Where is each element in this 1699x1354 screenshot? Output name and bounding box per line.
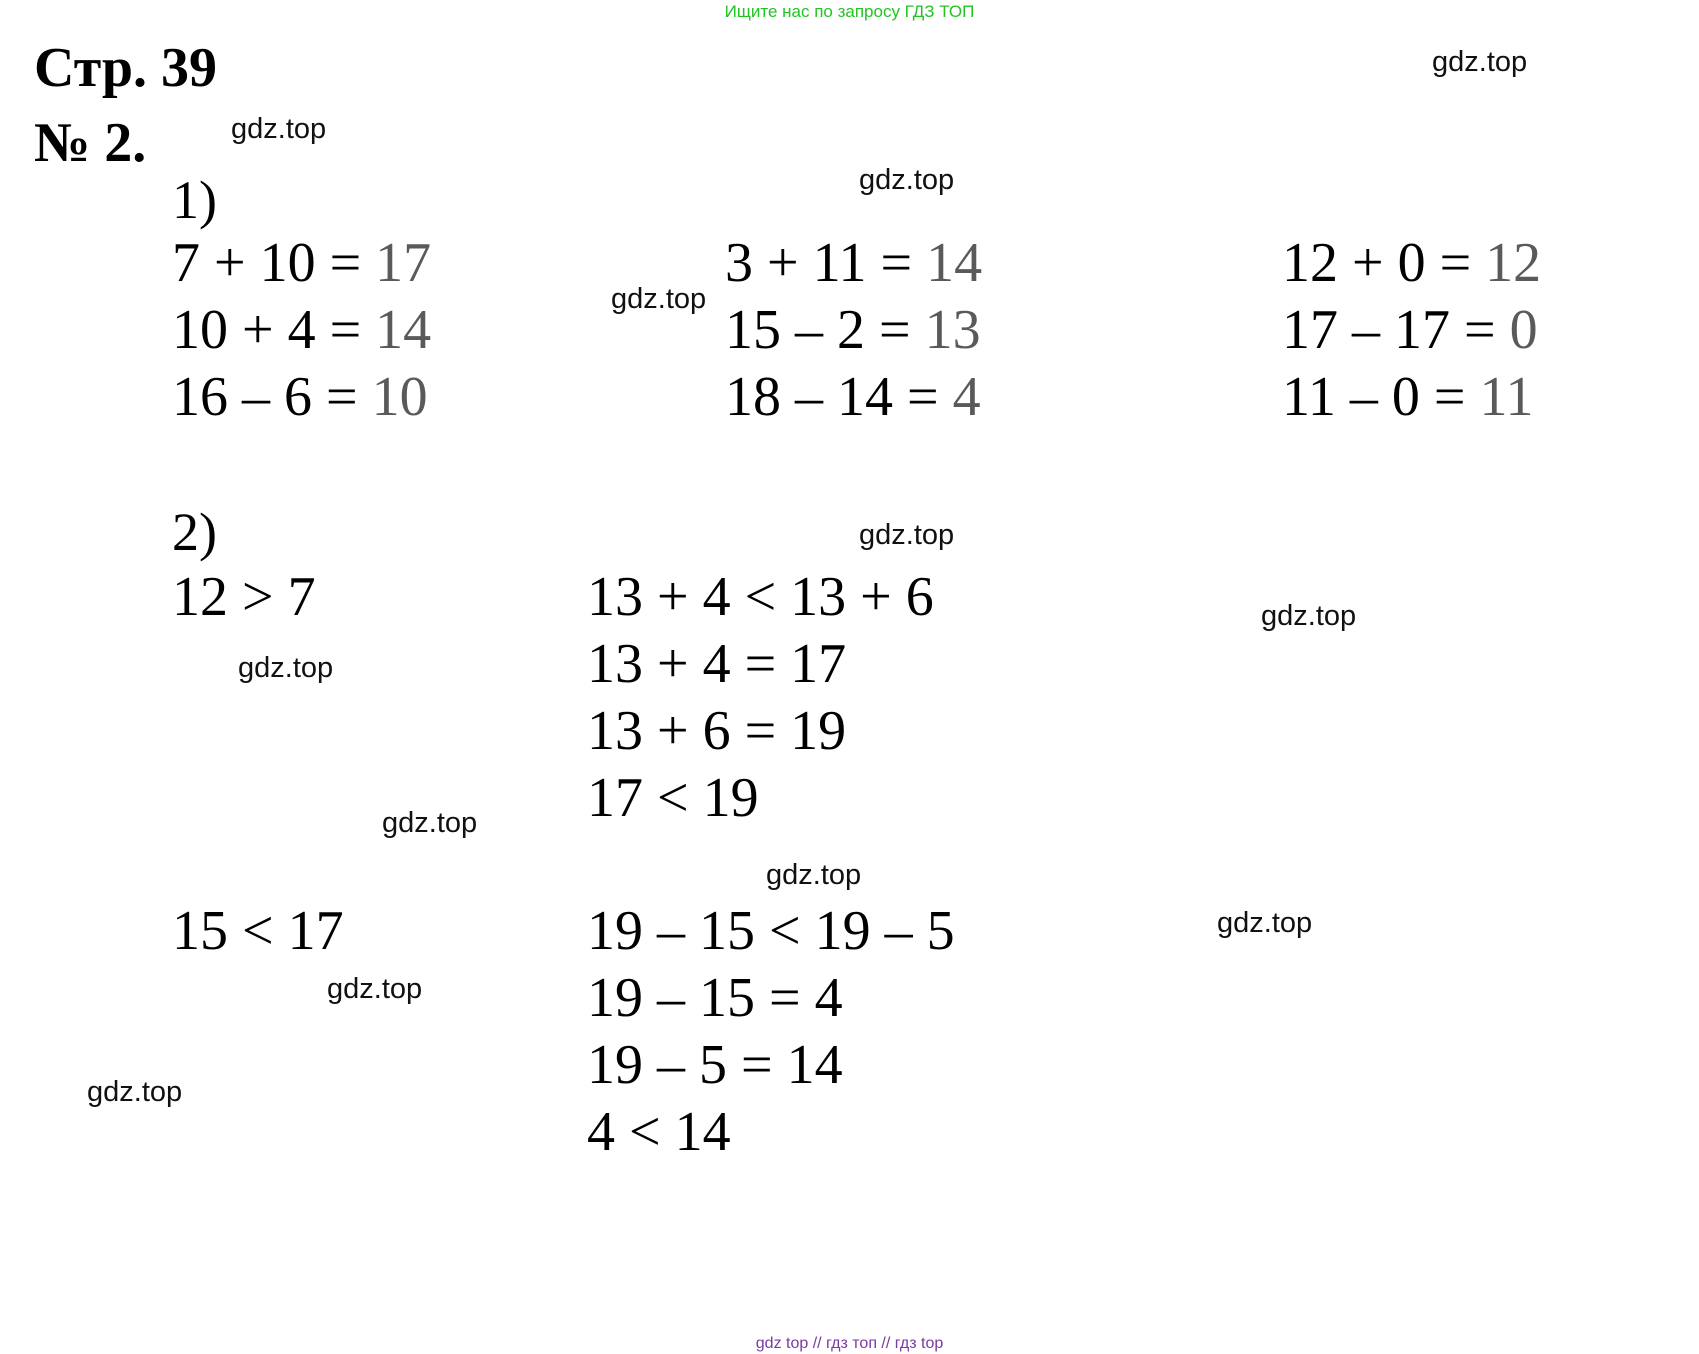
watermark: gdz.top [766, 859, 862, 891]
answer: 17 [375, 232, 432, 294]
equation [725, 295, 981, 365]
watermark: gdz.top [859, 164, 955, 196]
watermark: gdz.top [1217, 907, 1313, 939]
top-banner: Ищите нас по запросу ГДЗ ТОП [724, 2, 975, 21]
equation [725, 362, 981, 432]
equation [725, 228, 982, 298]
work-line: 13 + 6 = 19 [587, 700, 847, 762]
work-line: 4 < 14 [587, 1101, 731, 1163]
work-line: 19 – 5 = 14 [587, 1034, 843, 1096]
expression: 18 – 14 = [725, 366, 953, 428]
expression: 15 – 2 = [725, 299, 925, 361]
work-line: 13 + 4 < 13 + 6 [587, 566, 934, 628]
watermark: gdz.top [87, 1076, 183, 1108]
expression: 12 + 0 = [1282, 232, 1486, 294]
watermark: gdz.top [238, 652, 334, 684]
work-line: 13 + 4 = 17 [587, 633, 847, 695]
page-title: Стр. 39 [34, 37, 218, 99]
expression: 10 + 4 = [172, 299, 376, 361]
equation [1282, 228, 1541, 298]
answer: 10 [371, 366, 428, 428]
work-line: 19 – 15 < 19 – 5 [587, 900, 955, 962]
expression: 7 + 10 = [172, 232, 376, 294]
expression: 3 + 11 = [725, 232, 927, 294]
watermark: gdz.top [1261, 600, 1357, 632]
equation [172, 295, 431, 365]
watermark: gdz.top [327, 973, 423, 1005]
task-number: № 2. [34, 112, 147, 174]
equation [172, 362, 428, 432]
comparison: 15 < 17 [172, 900, 344, 962]
answer: 4 [952, 366, 981, 428]
watermark: gdz.top [859, 519, 955, 551]
expression: 17 – 17 = [1282, 299, 1510, 361]
comparison: 12 > 7 [172, 566, 316, 628]
answer: 13 [924, 299, 981, 361]
equation [1282, 295, 1538, 365]
footer-watermark: gdz top // гдз топ // гдз top [755, 1335, 944, 1352]
watermark: gdz.top [231, 113, 327, 145]
part-2-label: 2) [172, 502, 217, 562]
answer: 14 [375, 299, 432, 361]
expression: 16 – 6 = [172, 366, 372, 428]
watermark: gdz.top [611, 283, 707, 315]
work-line: 19 – 15 = 4 [587, 967, 843, 1029]
watermark: gdz.top [1432, 46, 1528, 78]
answer: 12 [1485, 232, 1542, 294]
answer: 0 [1509, 299, 1538, 361]
work-line: 17 < 19 [587, 767, 759, 829]
equation [172, 228, 431, 298]
expression: 11 – 0 = [1282, 366, 1480, 428]
answer: 14 [926, 232, 983, 294]
equation [1282, 362, 1533, 432]
part-1-label: 1) [172, 170, 217, 230]
watermark: gdz.top [382, 807, 478, 839]
answer: 11 [1479, 366, 1534, 428]
